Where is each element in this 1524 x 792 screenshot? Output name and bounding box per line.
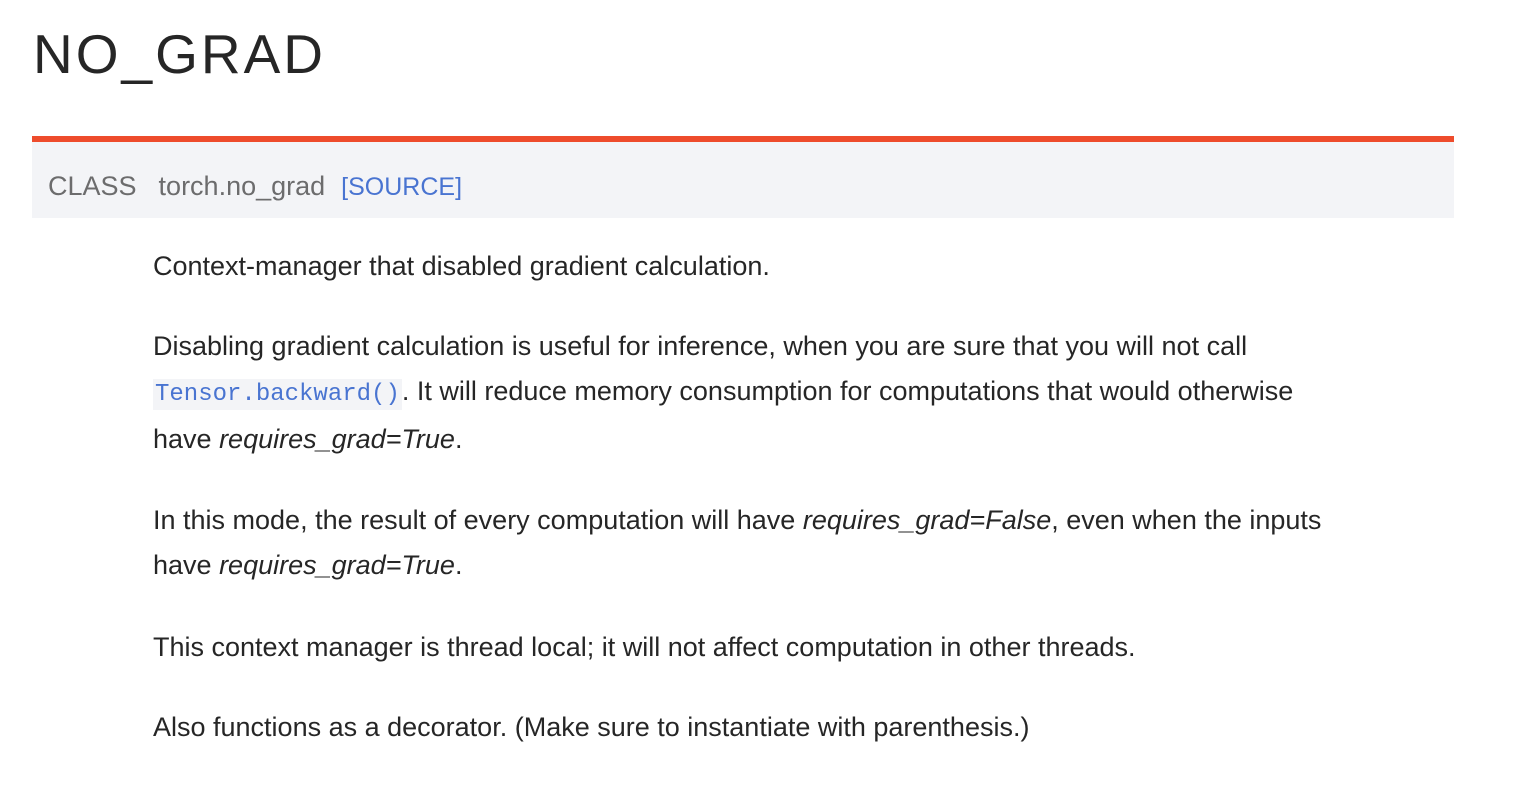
paragraph-2-line-2: [153, 369, 1293, 417]
description-paragraph-4: This context manager is thread local; it will not affect computation in other threads.: [153, 632, 1136, 662]
description-paragraph-2: [153, 324, 1293, 462]
paragraph-2-line-2-text: . It will reduce memory consumption for computations that would otherwise: [401, 376, 1294, 406]
class-signature: [32, 136, 1454, 218]
paragraph-3-line-2-prefix: have: [153, 550, 220, 580]
paragraph-2-line-3-prefix: have: [153, 424, 220, 454]
paragraph-3-line-1: [153, 498, 1321, 543]
requires-grad-true-text: requires_grad=True: [219, 424, 455, 454]
description-paragraph-1: Context-manager that disabled gradient calculation.: [153, 251, 770, 281]
description-paragraph-5: Also functions as a decorator. (Make sure to instantiate with parenthesis.): [153, 712, 1030, 742]
signature-name: torch.no_grad: [158, 171, 326, 201]
requires-grad-false-text: requires_grad=False: [802, 505, 1052, 535]
tensor-backward-link[interactable]: Tensor.backward(): [155, 381, 400, 408]
paragraph-3-prefix: In this mode, the result of every computation will have: [153, 505, 803, 535]
paragraph-3-line-2: [153, 543, 1321, 588]
description-paragraph-3: [153, 498, 1321, 588]
paragraph-2-line-3-suffix: .: [454, 424, 463, 454]
signature-keyword: CLASS: [48, 171, 137, 201]
paragraph-2-line-3: [153, 417, 1293, 462]
page-title: NO_GRAD: [33, 23, 326, 85]
paragraph-3-middle: , even when the inputs: [1051, 505, 1322, 535]
source-link[interactable]: [SOURCE]: [341, 173, 463, 201]
paragraph-3-line-2-suffix: .: [454, 550, 463, 580]
paragraph-2-line-1: Disabling gradient calculation is useful for inference, when you are sure that you will not call: [153, 331, 1248, 361]
signature-line: [48, 166, 462, 207]
requires-grad-true-text-2: requires_grad=True: [219, 550, 455, 580]
